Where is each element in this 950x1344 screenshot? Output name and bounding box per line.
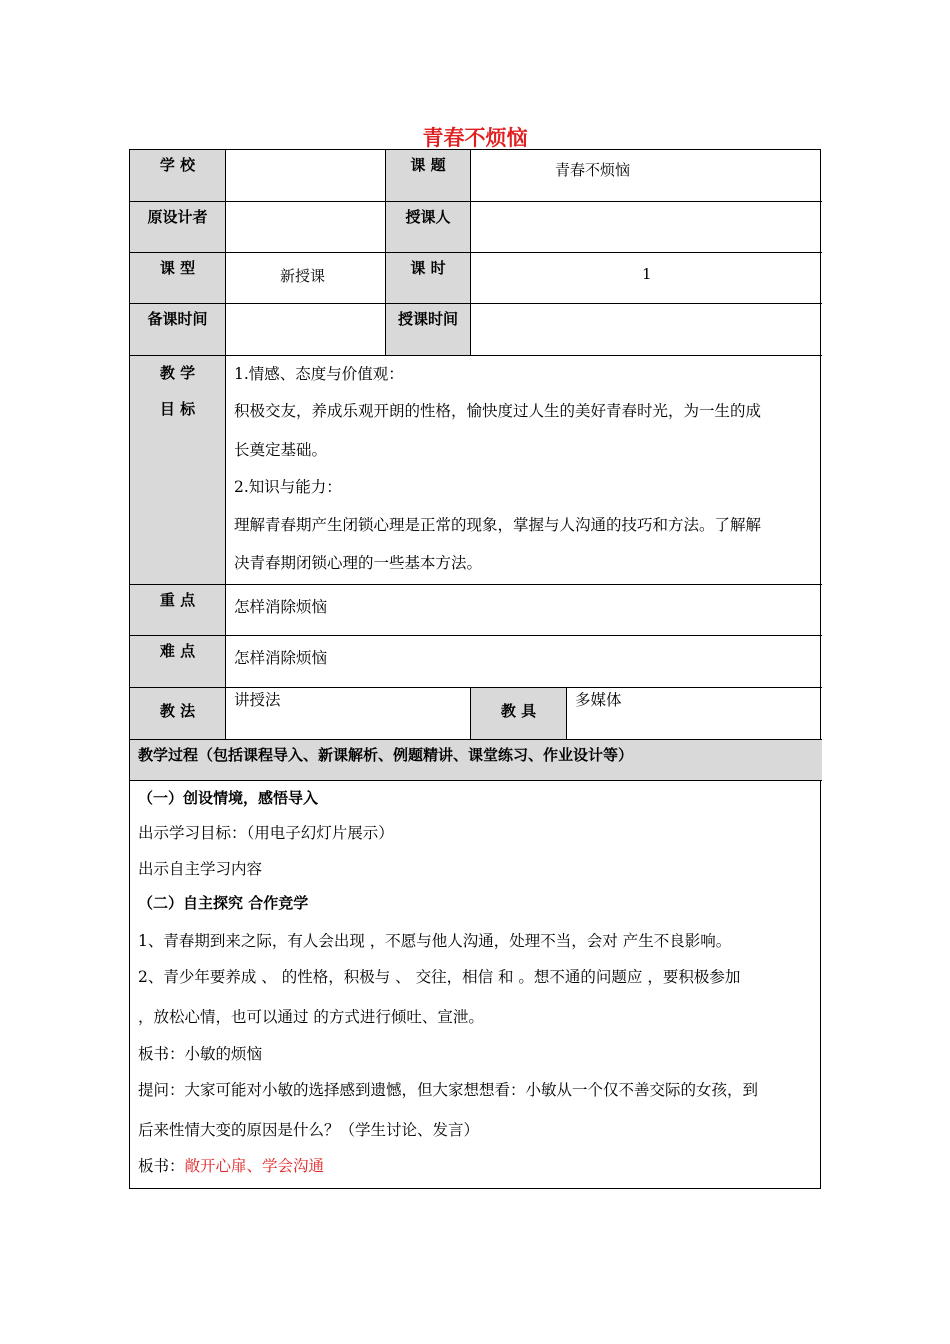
document-title: 青春不烦恼 (422, 126, 528, 150)
process-paragraph: 出示学习目标：（用电子幻灯片展示） (138, 824, 394, 842)
goals-content-cell (226, 356, 822, 585)
goal-line: 决青春期闭锁心理的一些基本方法。 (234, 554, 483, 572)
designer-value-cell (226, 202, 386, 253)
board-note-2 (138, 1154, 324, 1176)
type-label: 课 型 (159, 259, 196, 277)
board-note-1: 板书：小敏的烦恼 (138, 1045, 263, 1063)
lesson-time-label-cell (386, 304, 471, 356)
question-2-line1: 2、青少年要养成 、 的性格，积极与 、 交往，相信 和 。想不通的问题应 ，要积极参加 (138, 968, 741, 986)
lesson-time-label: 授课时间 (397, 310, 458, 328)
goal-line: 2.知识与能力： (234, 478, 342, 496)
goal-line: 积极交友，养成乐观开朗的性格，愉快度过人生的美好青春时光，为一生的成 (234, 402, 762, 420)
teacher-label-cell (386, 202, 471, 253)
process-header: 教学过程（包括课程导入、新课解析、例题精讲、课堂练习、作业设计等） (138, 746, 634, 764)
goal-line: 1.情感、态度与价值观： (234, 365, 404, 383)
hours-label: 课 时 (410, 259, 446, 277)
tools-value-cell (567, 688, 822, 740)
school-label: 学 校 (159, 156, 196, 174)
key-point-value-cell (226, 585, 822, 636)
difficulty-label-cell (130, 636, 226, 688)
prompt-line2: 后来性情大变的原因是什么？（学生讨论、发言） (138, 1121, 480, 1139)
lesson-time-value-cell (471, 304, 822, 356)
school-value-cell (226, 150, 386, 202)
teacher-label: 授课人 (405, 208, 451, 226)
prep-time-label-cell (130, 304, 226, 356)
topic-label: 课 题 (410, 156, 446, 174)
teacher-value-cell (471, 202, 822, 253)
prep-time-value (226, 304, 234, 322)
tools-label-cell (471, 688, 567, 740)
topic-value-cell (471, 150, 822, 202)
board-note-2-highlight: 敞开心扉、学会沟通 (184, 1157, 325, 1175)
process-paragraph: 出示自主学习内容 (138, 860, 263, 878)
section-heading-1: （一）创设情境，感悟导入 (138, 789, 319, 807)
question-2-line2: ，放松心情，也可以通过 的方式进行倾吐、宣泄。 (138, 1008, 484, 1026)
goal-line: 理解青春期产生闭锁心理是正常的现象，掌握与人沟通的技巧和方法。了解解 (234, 516, 762, 534)
teacher-value (471, 202, 479, 220)
type-value: 新授课 (280, 267, 326, 285)
key-point-label-cell (130, 585, 226, 636)
goals-label-line2: 目 标 (159, 400, 196, 418)
board-note-2-prefix: 板书： (138, 1157, 185, 1175)
school-value (226, 150, 234, 168)
goals-label-cell (130, 356, 226, 585)
type-value-cell (226, 253, 386, 304)
method-value-cell (226, 688, 471, 740)
key-point-label: 重 点 (159, 591, 196, 609)
process-body (130, 781, 822, 1190)
method-value: 讲授法 (234, 691, 281, 709)
lesson-plan-table (129, 149, 821, 1189)
school-label-cell (130, 150, 226, 202)
designer-label: 原设计者 (147, 208, 208, 226)
topic-value: 青春不烦恼 (555, 161, 631, 179)
key-point-value: 怎样消除烦恼 (234, 598, 328, 616)
hours-value-cell (471, 253, 822, 304)
designer-label-cell (130, 202, 226, 253)
method-label-cell (130, 688, 226, 740)
difficulty-value: 怎样消除烦恼 (234, 649, 328, 667)
difficulty-label: 难 点 (159, 642, 196, 660)
question-1: 1、青春期到来之际，有人会出现 ，不愿与他人沟通，处理不当，会对 产生不良影响。 (138, 932, 732, 950)
prompt-line1: 提问：大家可能对小敏的选择感到遗憾，但大家想想看：小敏从一个仅不善交际的女孩，到 (138, 1081, 759, 1099)
lesson-time-value (471, 304, 479, 322)
difficulty-value-cell (226, 636, 822, 688)
tools-value: 多媒体 (575, 691, 622, 709)
prep-time-value-cell (226, 304, 386, 356)
hours-label-cell (386, 253, 471, 304)
designer-value (226, 202, 234, 220)
tools-label: 教 具 (500, 702, 537, 720)
prep-time-label: 备课时间 (147, 310, 208, 328)
goals-label-line1: 教 学 (159, 364, 196, 382)
type-label-cell (130, 253, 226, 304)
hours-value: 1 (642, 265, 652, 283)
topic-label-cell (386, 150, 471, 202)
method-label: 教 法 (159, 702, 196, 720)
goal-line: 长奠定基础。 (234, 441, 328, 459)
section-heading-2: （二）自主探究 合作竞学 (138, 894, 309, 912)
process-header-cell (130, 740, 822, 781)
